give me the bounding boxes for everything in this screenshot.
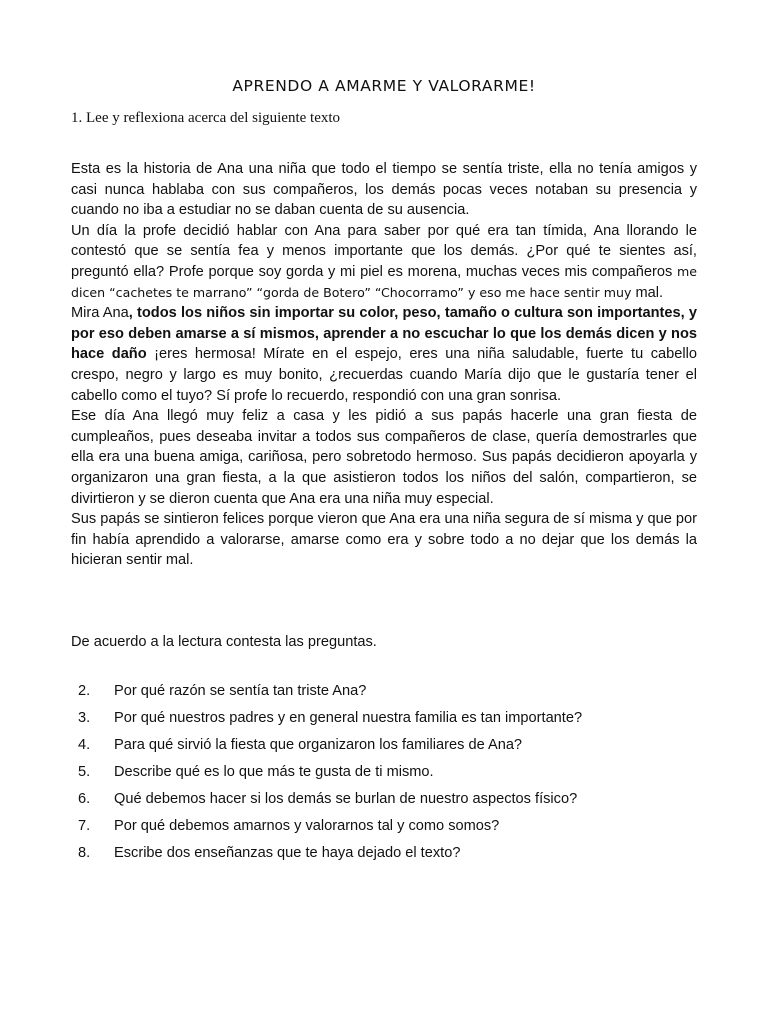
instruction-text: 1. Lee y reflexiona acerca del siguiente texto: [71, 110, 341, 126]
question-item: [78, 710, 582, 737]
story-text-span: ¡eres hermosa! Mírate en el espejo, eres una niña saludable, fuerte tu cabello crespo, negro y largo es muy bonito, ¿recuerdas cuando María dijo que le gustaría tener el cabello como el tuyo? Sí profe lo recuerdo, respondió con una gran sonrisa.: [71, 346, 697, 404]
question-text: Describe qué es lo que más te gusta de ti mismo.: [114, 764, 434, 780]
question-number: 3.: [78, 710, 91, 726]
question-text: Por qué debemos amarnos y valorarnos tal y como somos?: [114, 818, 500, 834]
question-number: 2.: [78, 683, 91, 699]
question-number: 7.: [78, 818, 91, 834]
story-paragraph: Esta es la historia de Ana una niña que todo el tiempo se sentía triste, ella no tenía amigos y casi nunca hablaba con sus compañeros, los demás pocas veces notaban su presencia y cuando no iba a estudiar no se daban cuenta de su ausencia.: [71, 161, 697, 219]
question-item: [78, 845, 582, 872]
story-paragraph: Ese día Ana llegó muy feliz a casa y les pidió a sus papás hacerle una gran fiesta de cumpleaños, pues deseaba invitar a todos sus compañeros de clase, quería demostrarles que ella era una buena amiga, cariñosa, pero sobretodo hermoso. Sus papás decidieron apoyarla y organizaron una gran fiesta, a la que asistieron todos los niños del salón, compartieron, se divirtieron y se dieron cuenta que Ana era una niña muy especial.: [71, 408, 697, 507]
question-text: Por qué razón se sentía tan triste Ana?: [114, 683, 367, 699]
question-text: Para qué sirvió la fiesta que organizaron los familiares de Ana?: [114, 737, 523, 753]
question-number: 5.: [78, 764, 91, 780]
question-item: [78, 683, 582, 710]
question-number: 4.: [78, 737, 91, 753]
document-title: APRENDO A AMARME Y VALORARME!: [232, 77, 536, 95]
questions-list: [78, 683, 582, 872]
story-text: [71, 159, 697, 571]
question-item: [78, 818, 582, 845]
question-text: Escribe dos enseñanzas que te haya dejado el texto?: [114, 845, 461, 861]
story-text-span: mal.: [635, 284, 664, 301]
question-item: [78, 764, 582, 791]
story-paragraph: Sus papás se sintieron felices porque vieron que Ana era una niña segura de sí misma y que por fin había aprendido a valorarse, amarse como era y sobre todo a no dejar que los demás la hicieran sentir mal.: [71, 511, 697, 569]
question-number: 8.: [78, 845, 91, 861]
story-text-span: Un día la profe decidió hablar con Ana para saber por qué era tan tímida, Ana llorando le contestó que se sentía fea y menos importante que los demás. ¿Por qué te sientes así, preguntó ella? Profe porque soy gorda y mi piel es morena, muchas veces mis compañeros: [71, 222, 697, 280]
story-paragraph: [71, 221, 697, 303]
question-text: Qué debemos hacer si los demás se burlan de nuestro aspectos físico?: [114, 791, 578, 807]
story-paragraph: [71, 303, 697, 406]
nicknames-text: me dicen “cachetes te marrano” “gorda de Botero” “Chocorramo” y eso me hace sentir muy: [71, 263, 697, 300]
question-item: [78, 791, 582, 818]
question-text: Por qué nuestros padres y en general nuestra familia es tan importante?: [114, 710, 583, 726]
bold-message: , todos los niños sin importar su color, peso, tamaño o cultura son importantes, y por eso deben amarse a sí mismos, aprender a no escuchar lo que los demás dicen y nos hace daño: [71, 305, 698, 363]
question-number: 6.: [78, 791, 91, 807]
question-item: [78, 737, 582, 764]
story-text-span: Mira Ana: [71, 305, 129, 322]
questions-prompt: De acuerdo a la lectura contesta las preguntas.: [71, 634, 377, 650]
